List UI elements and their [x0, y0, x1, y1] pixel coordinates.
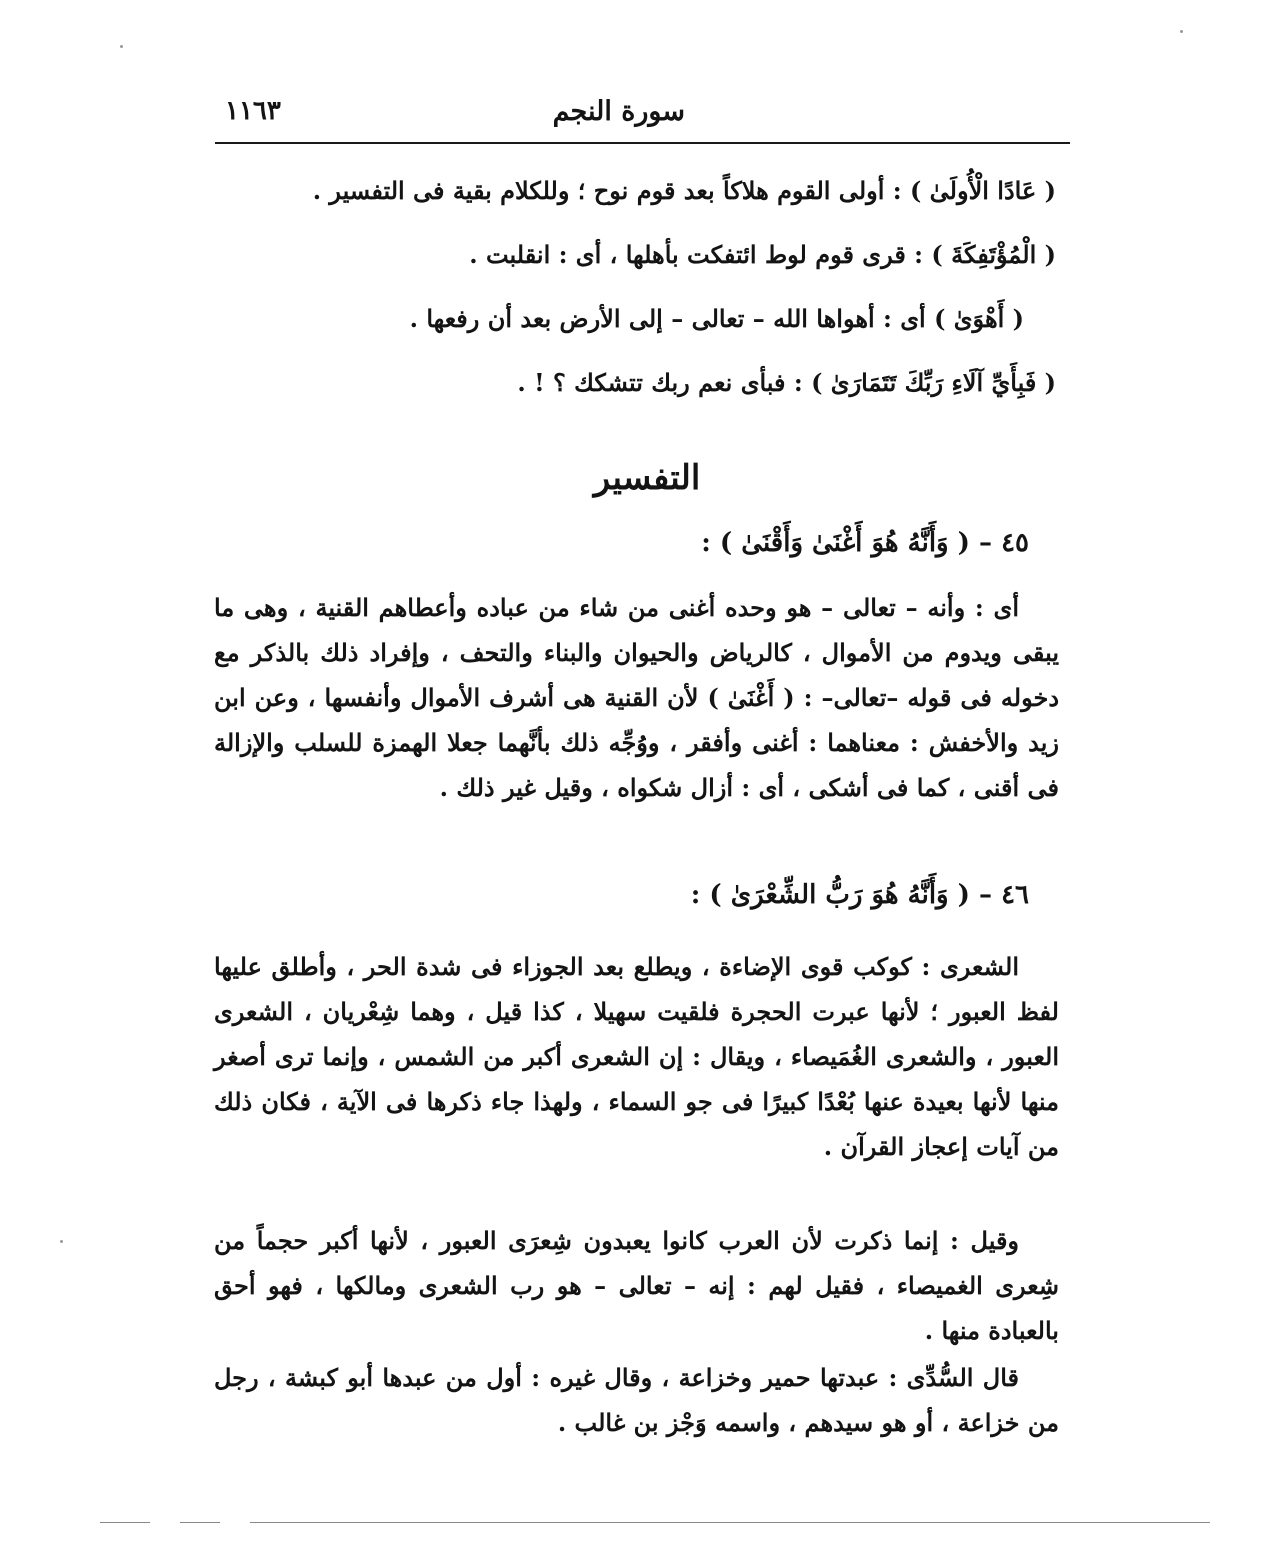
- commentary-paragraph: [214, 1355, 1059, 1445]
- paragraph-text: أى : وأنه – تعالى – هو وحده أغنى من شاء من عباده وأعطاهم القنية ، وهى ما يبقى ويدوم من الأموال ، كالرياض والحيوان والبناء والتحف ، وإفراد ذلك بالذكر مع دخوله فى قوله –تعالى– : ( أَغْنَىٰ ) لأن القنية هى أشرف الأموال وأنفسها ، وعن ابن زيد والأخفش : معناهما : أغنى وأفقر ، ووُجِّه ذلك بأنَّهما جعلا الهمزة للسلب والإزالة فى أقنى ، كما فى أشكى ، أى : أزال شكواه ، وقيل غير ذلك .: [214, 593, 1059, 802]
- vocabulary-gloss: أى : أهواها الله – تعالى – إلى الأرض بعد أن رفعها .: [409, 304, 926, 333]
- commentary-paragraph: [214, 944, 1059, 1169]
- vocabulary-phrase: ( عَادًا الْأُولَىٰ ): [909, 176, 1056, 205]
- vocabulary-gloss: : أولى القوم هلاكاً بعد قوم نوح ؛ وللكلام بقية فى التفسير .: [312, 176, 902, 205]
- header-divider: [215, 142, 1070, 144]
- scan-edge-line: [250, 1522, 1210, 1523]
- vocabulary-phrase: ( فَبِأَيِّ آلَاءِ رَبِّكَ تَتَمَارَىٰ ): [811, 368, 1056, 397]
- section-title-text: التفسير: [593, 458, 701, 498]
- scan-speck: [120, 45, 123, 48]
- vocabulary-phrase: ( الْمُؤْتَفِكَةَ ): [931, 240, 1056, 269]
- paragraph-text: الشعرى : كوكب قوى الإضاءة ، ويطلع بعد الجوزاء فى شدة الحر ، وأطلق عليها لفظ العبور ؛ لأنها عبرت الحجرة فلقيت سهيلا ، كذا قيل ، وهما شِعْريان ، الشعرى العبور ، والشعرى الغُمَيصاء ، ويقال : إن الشعرى أكبر من الشمس ، وإنما ترى أصغر منها لأنها بعيدة عنها بُعْدًا كبيرًا فى جو السماء ، ولهذا جاء ذكرها فى الآية ، فكان ذلك من آيات إعجاز القرآن .: [214, 952, 1059, 1161]
- vocabulary-line: [216, 176, 1056, 205]
- scan-speck: [1180, 30, 1183, 33]
- page-header: [215, 88, 1070, 138]
- vocabulary-gloss: : قرى قوم لوط ائتفكت بأهلها ، أى : انقلبت .: [469, 240, 924, 269]
- scan-edge-mark: [180, 1522, 220, 1523]
- vocabulary-phrase: ( أَهْوَىٰ ): [934, 304, 1024, 333]
- vocabulary-line: [216, 240, 1056, 269]
- verse-heading: ٤٦ – ( وَأَنَّهُ هُوَ رَبُّ الشِّعْرَىٰ ) :: [690, 880, 1029, 910]
- verse-heading: ٤٥ – ( وَأَنَّهُ هُوَ أَغْنَىٰ وَأَقْنَىٰ ) :: [701, 528, 1029, 558]
- paragraph-text: وقيل : إنما ذكرت لأن العرب كانوا يعبدون شِعرَى العبور ، لأنها أكبر حجماً من شِعرى الغميصاء ، فقيل لهم : إنه – تعالى – هو رب الشعرى ومالكها ، فهو أحق بالعبادة منها .: [214, 1226, 1059, 1345]
- vocabulary-line: [184, 304, 1024, 333]
- surah-title: سورة النجم: [552, 96, 685, 127]
- scan-edge-mark: [100, 1522, 150, 1523]
- section-title: [0, 458, 1274, 498]
- scan-speck: [60, 1240, 63, 1243]
- paragraph-text: قال السُّدِّى : عبدتها حمير وخزاعة ، وقال غيره : أول من عبدها أبو كبشة ، رجل من خزاعة ، أو هو سيدهم ، واسمه وَجْز بن غالب .: [214, 1363, 1059, 1437]
- vocabulary-gloss: : فبأى نعم ربك تتشكك ؟ ! .: [517, 368, 803, 397]
- commentary-paragraph: [214, 585, 1059, 810]
- page-number: ١١٦٣: [225, 96, 281, 126]
- vocabulary-line: [216, 368, 1056, 397]
- commentary-paragraph: [214, 1218, 1059, 1353]
